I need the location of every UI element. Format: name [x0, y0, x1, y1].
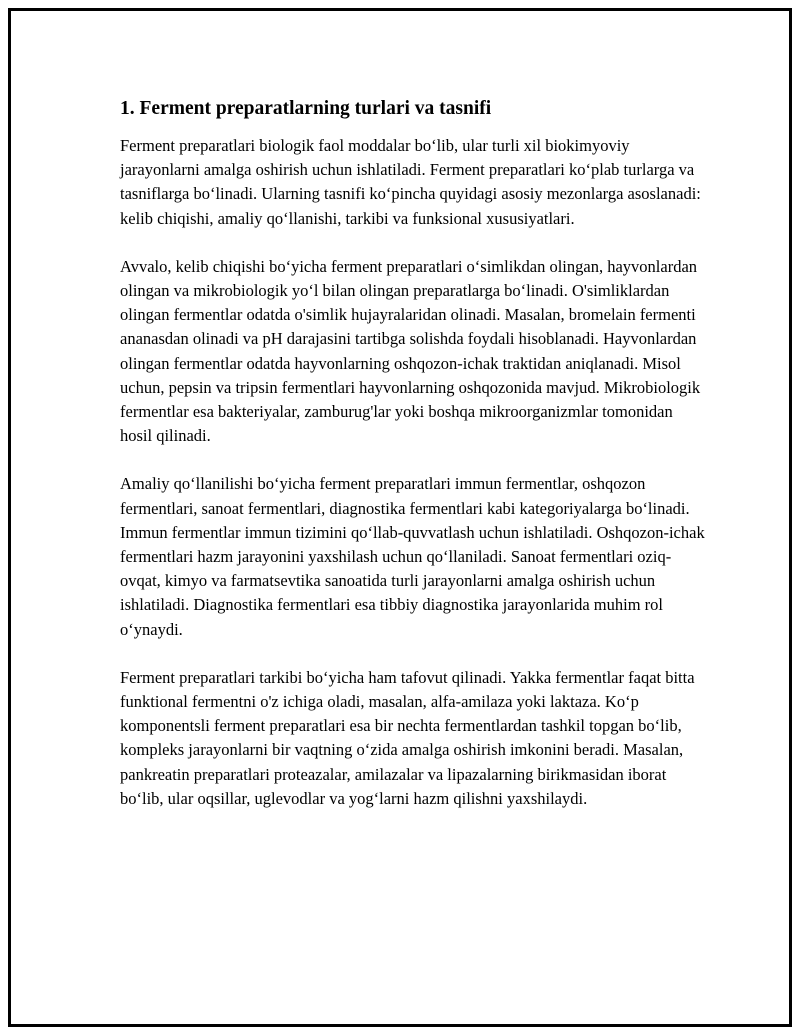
- page-frame: [8, 8, 792, 1027]
- paragraph-origin: Avvalo, kelib chiqishi bo‘yicha ferment preparatlari o‘simlikdan olingan, hayvonlardan olingan va mikrobiologik yo‘l bilan olingan preparatlarga bo‘linadi. O'simliklardan olingan fermentlar odatda o'simlik hujayralaridan olinadi. Masalan, bromelain fermenti ananasdan olinadi va pH darajasini tartibga solishda foydali hisoblanadi. Hayvonlardan olingan fermentlar odatda hayvonlarning oshqozon-ichak traktidan aniqlanadi. Misol uchun, pepsin va tripsin fermentlari hayvonlarning oshqozonida mavjud. Mikrobiologik fermentlar esa bakteriyalar, zamburug'lar yoki boshqa mikroorganizmlar tomonidan hosil qilinadi.: [120, 256, 701, 446]
- paragraph-intro: Ferment preparatlari biologik faol moddalar bo‘lib, ular turli xil biokimyoviy jarayonlarni amalga oshirish uchun ishlatiladi. Ferment preparatlari ko‘plab turlarga va tasniflarga bo‘linadi. Ularning tasnifi ko‘pincha quyidagi asosiy mezonlarga asoslanadi: kelib chiqishi, amaliy qo‘llanishi, tarkibi va funksional xususiyatlari.: [120, 136, 701, 228]
- section-heading: 1. Ferment preparatlarning turlari va tasnifi: [120, 98, 492, 119]
- document-body: [120, 97, 705, 835]
- paragraph-composition: Ferment preparatlari tarkibi bo‘yicha ham tafovut qilinadi. Yakka fermentlar faqat bitta funktional fermentni o'z ichiga oladi, masalan, alfa-amilaza yoki laktaza. Ko‘p komponentsli ferment preparatlari esa bir nechta fermentlardan tashkil topgan bo‘lib, kompleks jarayonlarni bir vaqtning o‘zida amalga oshirish imkonini beradi. Masalan, pankreatin preparatlari proteazalar, amilazalar va lipazalarning birikmasidan iborat bo‘lib, ular oqsillar, uglevodlar va yog‘larni hazm qilishni yaxshilaydi.: [120, 667, 695, 808]
- paragraph-application: Amaliy qo‘llanilishi bo‘yicha ferment preparatlari immun fermentlar, oshqozon fermentlari, sanoat fermentlari, diagnostika fermentlari kabi kategoriyalarga bo‘linadi. Immun fermentlar immun tizimini qo‘llab-quvvatlash uchun ishlatiladi. Oshqozon-ichak fermentlari hazm jarayonini yaxshilash uchun qo‘llaniladi. Sanoat fermentlari oziq-ovqat, kimyo va farmatsevtika sanoatida turli jarayonlarni amalga oshirish uchun ishlatiladi. Diagnostika fermentlari esa tibbiy diagnostika jarayonlarida muhim rol o‘ynaydi.: [120, 474, 705, 639]
